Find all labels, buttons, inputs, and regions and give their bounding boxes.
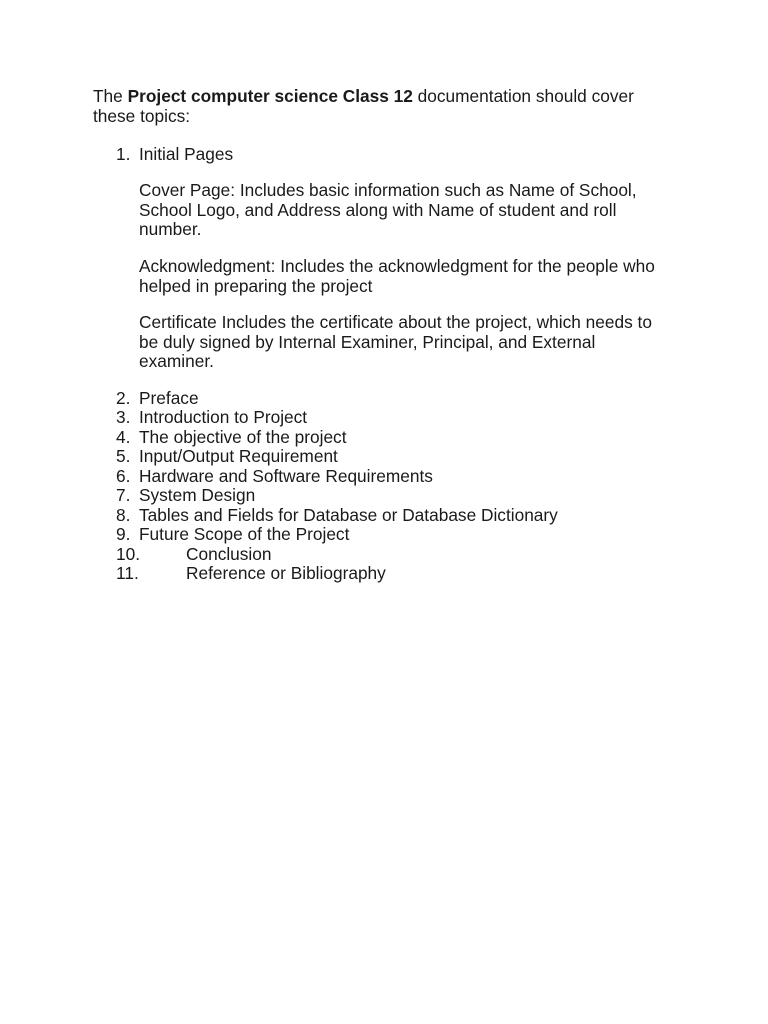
list-item: Input/Output Requirement (139, 446, 338, 466)
list-item-number: 7. (116, 485, 131, 505)
list-item: Reference or Bibliography (186, 563, 386, 583)
list-item: Hardware and Software Requirements (139, 466, 433, 486)
list-item-number: 3. (116, 407, 131, 427)
list-item-number: 9. (116, 524, 131, 544)
list-item-number: 2. (116, 388, 131, 408)
list-item-number: 1. (116, 144, 131, 164)
list-item: System Design (139, 485, 256, 505)
list-item-number: 5. (116, 446, 131, 466)
list-item: Preface (139, 388, 199, 408)
intro-suffix: documentation should cover these topics: (93, 86, 634, 126)
intro-prefix: The (93, 86, 128, 106)
list-item: Future Scope of the Project (139, 524, 350, 544)
acknowledgment-paragraph: Acknowledgment: Includes the acknowledgment for the people who helped in preparing the project (139, 256, 655, 296)
list-item: Introduction to Project (139, 407, 308, 427)
certificate-paragraph: Certificate Includes the certificate about the project, which needs to be duly signed by Internal Examiner, Principal, and External examiner. (139, 312, 652, 372)
list-item: Tables and Fields for Database or Database Dictionary (139, 505, 558, 525)
list-item-initial-pages: Initial Pages (139, 144, 234, 164)
list-item-number: 8. (116, 505, 131, 525)
list-item-number: 11. (116, 563, 139, 583)
cover-page-paragraph: Cover Page: Includes basic information such as Name of School, School Logo, and Address along with Name of student and roll number. (139, 180, 637, 240)
list-item: The objective of the project (139, 427, 347, 447)
list-item-number: 10. (116, 544, 141, 564)
list-item-number: 6. (116, 466, 131, 486)
intro-paragraph (93, 87, 673, 126)
list-item-number: 4. (116, 427, 131, 447)
list-item: Conclusion (186, 544, 272, 564)
intro-bold-title: Project computer science Class 12 (127, 86, 413, 106)
